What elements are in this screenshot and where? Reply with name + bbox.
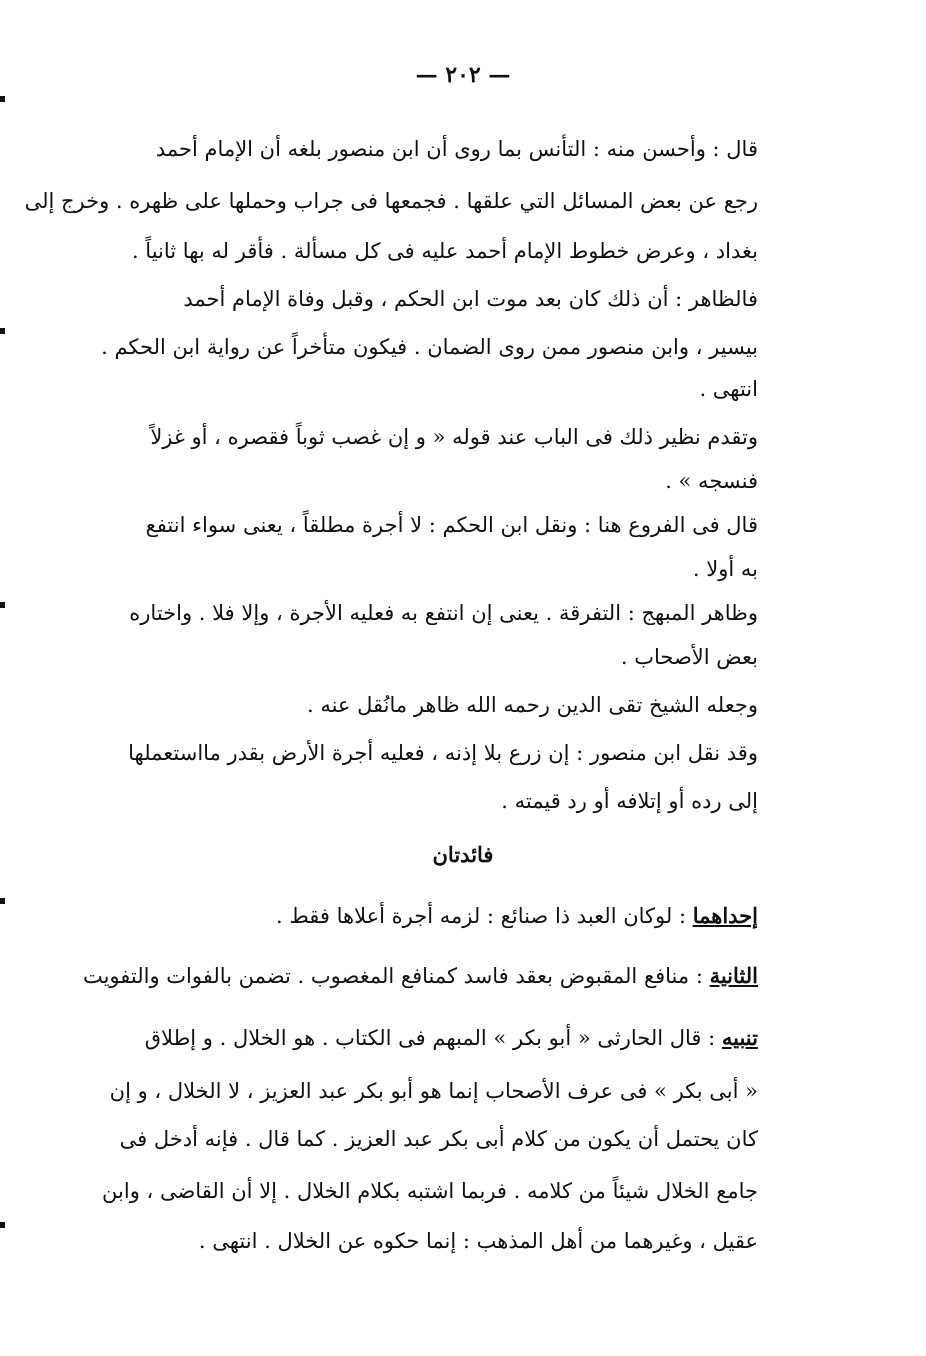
paragraph-5-line-2: بعض الأصحاب .: [620, 645, 758, 669]
paragraph-3-line-2: فنسجه » .: [665, 469, 758, 493]
note-line-1: [108, 1018, 758, 1058]
paragraph-4-line-1: قال فى الفروع هنا : ونقل ابن الحكم : لا أجرة مطلقاً ، يعنى سواء انتفع: [145, 513, 758, 537]
benefit-2-text: : منافع المقبوض بعقد فاسد كمنافع المغصوب . تضمن بالفوات والتفويت: [82, 964, 710, 988]
note-first-text: : قال الحارثى « أبو بكر » المبهم فى الكتاب . هو الخلال . و إطلاق: [144, 1026, 722, 1050]
paragraph-1-line-3: بغداد ، وعرض خطوط الإمام أحمد عليه فى كل مسألة . فأقر له بها ثانياً .: [131, 239, 758, 263]
note-line-2: « أبى بكر » فى عرف الأصحاب إنما هو أبو بكر عبد العزيز ، لا الخلال ، و إن: [109, 1079, 758, 1103]
margin-mark: [0, 898, 5, 904]
paragraph-2-line-1: فالظاهر : أن ذلك كان بعد موت ابن الحكم ، وقبل وفاة الإمام أحمد: [183, 287, 758, 311]
paragraph-6-line-1: وجعله الشيخ تقى الدين رحمه الله ظاهر مانُقل عنه .: [306, 693, 758, 717]
margin-mark: [0, 328, 5, 334]
benefit-2-label: الثانية: [709, 963, 758, 988]
benefit-1-text: : لوكان العبد ذا صنائع : لزمه أجرة أعلاها فقط .: [276, 904, 693, 928]
paragraph-3-line-1: وتقدم نظير ذلك فى الباب عند قوله « و إن غصب ثوباً فقصره ، أو غزلاً: [150, 425, 758, 449]
paragraph-1-line-2: رجع عن بعض المسائل التي علقها . فجمعها فى جراب وحملها على ظهره . وخرج إلى: [24, 189, 758, 213]
note-line-5: عقيل ، وغيرهما من أهل المذهب : إنما حكوه عن الخلال . انتهى .: [198, 1229, 758, 1253]
paragraph-4-line-2: به أولا .: [692, 557, 758, 581]
benefit-2: [82, 956, 758, 996]
margin-mark: [0, 602, 5, 608]
paragraph-1-line-1: قال : وأحسن منه : التأنس بما روى أن ابن منصور بلغه أن الإمام أحمد: [155, 137, 758, 161]
paragraph-2-line-2: بيسير ، وابن منصور ممن روى الضمان . فيكون متأخراً عن رواية ابن الحكم .: [101, 335, 758, 359]
section-heading: فائدتان: [432, 842, 494, 867]
note-label: تنبيه: [721, 1025, 758, 1050]
note-line-3: كان يحتمل أن يكون من كلام أبى بكر عبد العزيز . كما قال . فإنه أدخل فى: [119, 1127, 758, 1151]
page-number: — ٢٠٢ —: [415, 62, 511, 88]
margin-mark: [0, 1222, 5, 1228]
benefit-1-label: إحداهما: [692, 903, 758, 928]
margin-mark: [0, 96, 5, 102]
paragraph-2-line-3: انتهى .: [699, 377, 758, 401]
paragraph-5-line-1: وظاهر المبهج : التفرقة . يعنى إن انتفع به فعليه الأجرة ، وإلا فلا . واختاره: [129, 601, 758, 625]
benefit-1: [108, 896, 758, 936]
paragraph-7-line-1: وقد نقل ابن منصور : إن زرع بلا إذنه ، فعليه أجرة الأرض بقدر مااستعملها: [128, 741, 758, 765]
paragraph-7-line-2: إلى رده أو إتلافه أو رد قيمته .: [501, 789, 758, 813]
note-line-4: جامع الخلال شيئاً من كلامه . فربما اشتبه بكلام الخلال . إلا أن القاضى ، وابن: [102, 1179, 758, 1203]
